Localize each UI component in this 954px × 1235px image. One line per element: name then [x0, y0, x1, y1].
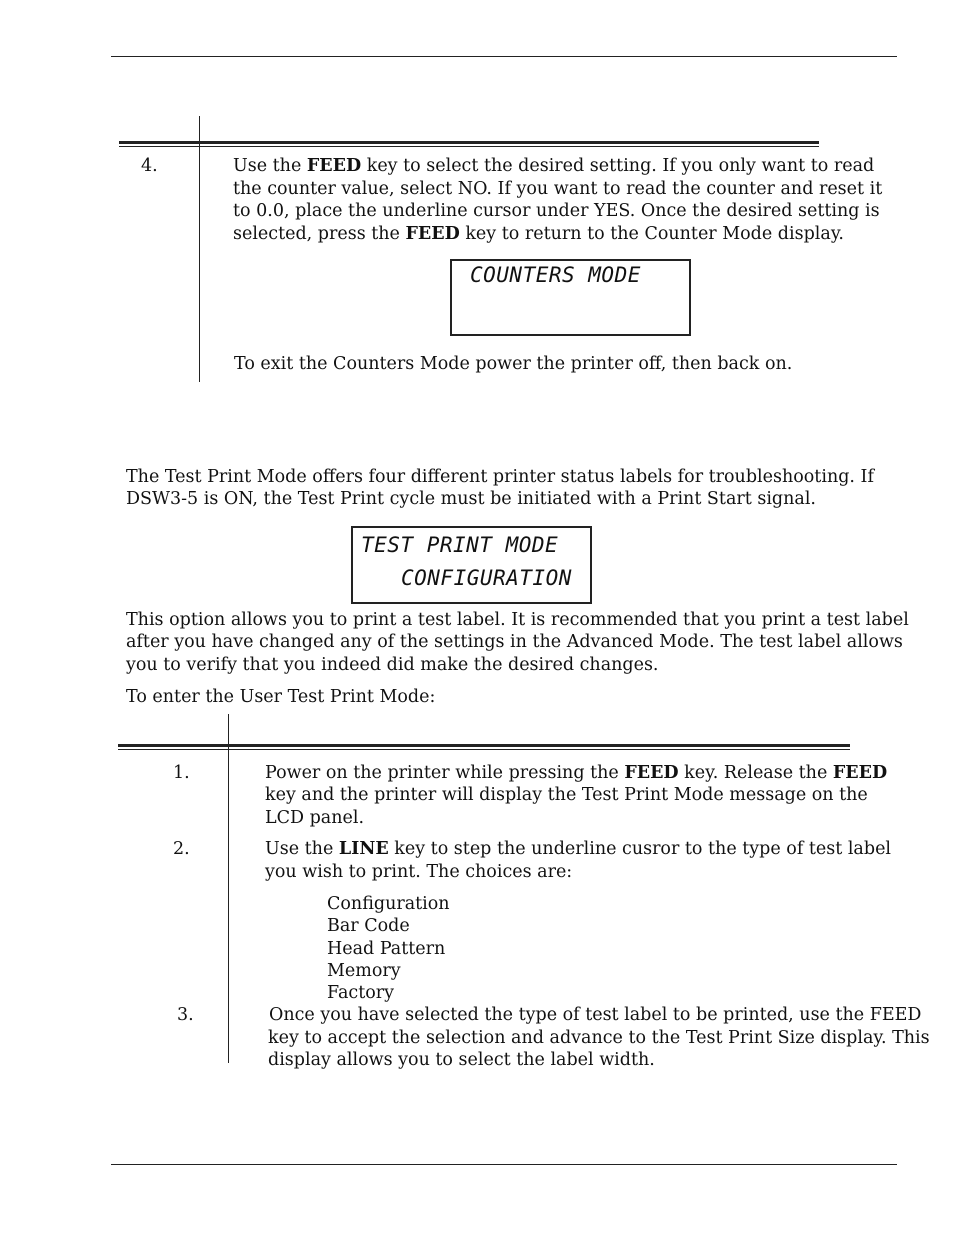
step4-line4-text: selected, press the: [233, 224, 406, 244]
counters-mode-lcd: [450, 259, 691, 336]
line-key-label: LINE: [338, 839, 389, 859]
step4-line1-text-end: key to select the desired setting. If you only want to read: [361, 156, 875, 176]
intro-line2: DSW3-5 is ON, the Test Print cycle must be initiated with a Print Start signal.: [126, 489, 816, 509]
choice-item: Configuration: [327, 894, 450, 914]
step4-line3: to 0.0, place the underline cursor under YES. Once the desired setting is: [233, 201, 880, 221]
enter-test-print-text: To enter the User Test Print Mode:: [126, 687, 436, 707]
step2-number: 2.: [173, 839, 190, 859]
step4-line4: [233, 223, 844, 246]
step1-line1-text: Power on the printer while pressing the: [265, 763, 625, 783]
step4-line4-text-end: key to return to the Counter Mode display.: [459, 224, 844, 244]
step1-line1-text-mid: key. Release the: [678, 763, 833, 783]
choice-item: Head Pattern: [327, 939, 446, 959]
option-para-line2: after you have changed any of the settings in the Advanced Mode. The test label allows: [126, 632, 903, 652]
step2-line1: [265, 838, 891, 861]
step4-line1-text: Use the: [233, 156, 307, 176]
exit-counters-text: To exit the Counters Mode power the printer off, then back on.: [234, 354, 793, 374]
step3-line3: display allows you to select the label width.: [268, 1050, 655, 1070]
lcd-line-2: CONFIGURATION: [401, 566, 572, 590]
choice-item: Bar Code: [327, 916, 410, 936]
table2-header-rule-top: [118, 744, 850, 747]
feed-key-label: FEED: [405, 224, 460, 244]
option-para-line3: you to verify that you indeed did make the desired changes.: [126, 655, 659, 675]
choice-item: Memory: [327, 961, 401, 981]
choice-item: Factory: [327, 983, 395, 1003]
step4-line2: the counter value, select NO. If you want to read the counter and reset it: [233, 179, 883, 199]
step4-number: 4.: [141, 156, 158, 176]
step2-line2: you wish to print. The choices are:: [265, 862, 573, 882]
step3-number: 3.: [177, 1005, 194, 1025]
intro-line1: The Test Print Mode offers four different printer status labels for troubleshooting. If: [126, 467, 874, 487]
lcd-line-1: COUNTERS MODE: [470, 263, 641, 287]
feed-key-label: FEED: [306, 156, 362, 176]
header-rule: [111, 56, 897, 57]
table2-column-divider: [228, 714, 229, 1063]
footer-rule: [111, 1164, 897, 1165]
step1-line2: key and the printer will display the Test Print Mode message on the: [265, 785, 868, 805]
feed-key-label: FEED: [832, 763, 888, 783]
feed-key-label: FEED: [624, 763, 679, 783]
step2-line1-text-end: key to step the underline cusror to the type of test label: [388, 839, 892, 859]
table1-header-rule-bottom: [119, 146, 819, 147]
step1-line1: [265, 762, 887, 785]
step2-line1-text: Use the: [265, 839, 339, 859]
step3-line2: key to accept the selection and advance to the Test Print Size display. This: [268, 1028, 930, 1048]
table1-column-divider: [199, 116, 200, 382]
lcd-line-1: TEST PRINT MODE: [361, 533, 559, 557]
step1-number: 1.: [173, 763, 190, 783]
option-para-line1: This option allows you to print a test label. It is recommended that you print a test label: [126, 610, 909, 630]
step4-line1: [233, 155, 874, 178]
step3-line1: Once you have selected the type of test label to be printed, use the FEED: [269, 1005, 922, 1025]
table2-header-rule-bottom: [118, 749, 850, 750]
test-print-mode-lcd: [351, 526, 592, 604]
table1-header-rule-top: [119, 141, 819, 144]
step1-line3: LCD panel.: [265, 808, 365, 828]
